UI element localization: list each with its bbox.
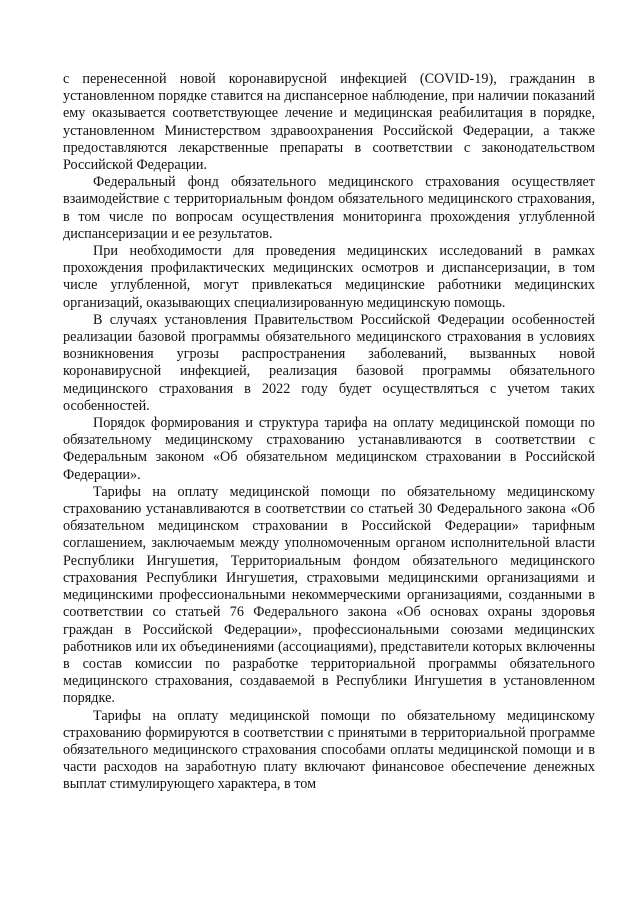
paragraph-tariff-agreement: Тарифы на оплату медицинской помощи по обязательному медицинскому страхованию устанавливаются в соответствии со статьей 30 Федерального закона «Об обязательном медицинском страховании в Российской Федерации» тарифным соглашением, заключаемым между уполномоченным органом исполнительной власти Республики Ингушетия, Территориальным фондом обязательного медицинского страхования Республики Ингушетия, страховыми медицинскими организациями и медицинскими профессиональными некоммерческими организациями, созданными в соответствии со статьей 76 Федерального закона «Об основах охраны здоровья граждан в Российской Федерации», профессиональными союзами медицинских работников или их объединениями (ассоциациями), представители которых включенны в состав комиссии по разработке территориальной программы обязательного медицинского страхования, создаваемой в Республики Ингушетия в установленном порядке.	[63, 483, 595, 707]
paragraph-covid-followup: с перенесенной новой коронавирусной инфекцией (COVID-19), гражданин в установленном порядке ставится на диспансерное наблюдение, при наличии показаний ему оказывается соответствующее лечение и медицинская реабилитация в порядке, установленном Министерством здравоохранения Российской Федерации, а также предоставляются лекарственные препараты в соответствии с законодательством Российской Федерации.	[63, 71, 595, 174]
document-page	[63, 71, 595, 794]
paragraph-tariff-structure: Порядок формирования и структура тарифа на оплату медицинской помощи по обязательному медицинскому страхованию устанавливаются в соответствии с Федеральным законом «Об обязательном медицинском страховании в Российской Федерации».	[63, 415, 595, 483]
paragraph-government-cases: В случаях установления Правительством Российской Федерации особенностей реализации базовой программы обязательного медицинского страхования в условиях возникновения угрозы распространения заболеваний, вызванных новой коронавирусной инфекцией, реализация базовой программы обязательного медицинского страхования в 2022 году будет осуществляться с учетом таких особенностей.	[63, 311, 595, 414]
paragraph-medical-research: При необходимости для проведения медицинских исследований в рамках прохождения профилактических медицинских осмотров и диспансеризации, в том числе углубленной, могут привлекаться медицинские работники медицинских организаций, оказывающих специализированную медицинскую помощь.	[63, 243, 595, 311]
paragraph-federal-fund: Федеральный фонд обязательного медицинского страхования осуществляет взаимодействие с территориальным фондом обязательного медицинского страхования, в том числе по вопросам осуществления мониторинга прохождения углубленной диспансеризации и ее результатов.	[63, 174, 595, 242]
paragraph-tariff-formation: Тарифы на оплату медицинской помощи по обязательному медицинскому страхованию формируются в соответствии с принятыми в территориальной программе обязательного медицинского страхования способами оплаты медицинской помощи и в части расходов на заработную плату включают финансовое обеспечение денежных выплат стимулирующего характера, в том	[63, 707, 595, 793]
